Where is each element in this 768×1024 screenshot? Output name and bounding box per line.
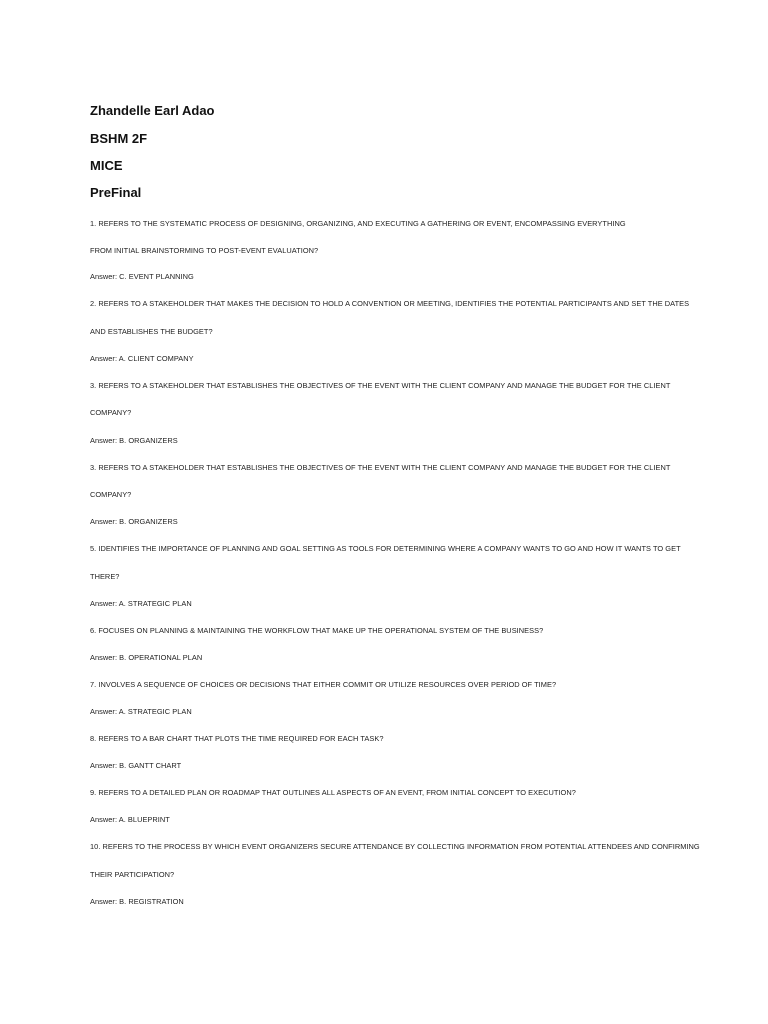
question-4-line-2: COMPANY? [90, 490, 132, 499]
question-10-line-1: 10. REFERS TO THE PROCESS BY WHICH EVENT ORGANIZERS SECURE ATTENDANCE BY COLLECTING INFORMATION FROM POTENTIAL ATTENDEES AND CONFIRMING [90, 842, 700, 851]
answer-2: Answer: A. CLIENT COMPANY [90, 354, 194, 363]
question-1-line-1: 1. REFERS TO THE SYSTEMATIC PROCESS OF DESIGNING, ORGANIZING, AND EXECUTING A GATHERING OR EVENT, ENCOMPASSING EVERYTHING [90, 219, 626, 228]
question-4-line-1: 3. REFERS TO A STAKEHOLDER THAT ESTABLISHES THE OBJECTIVES OF THE EVENT WITH THE CLIENT COMPANY AND MANAGE THE BUDGET FOR THE CLIENT [90, 463, 671, 472]
question-3-line-2: COMPANY? [90, 408, 132, 417]
student-section: BSHM 2F [90, 131, 148, 146]
answer-1: Answer: C. EVENT PLANNING [90, 272, 194, 281]
question-10-line-2: THEIR PARTICIPATION? [90, 870, 175, 879]
answer-6: Answer: B. OPERATIONAL PLAN [90, 653, 203, 662]
question-2-line-2: AND ESTABLISHES THE BUDGET? [90, 327, 213, 336]
question-2-line-1: 2. REFERS TO A STAKEHOLDER THAT MAKES THE DECISION TO HOLD A CONVENTION OR MEETING, IDENTIFIES THE POTENTIAL PARTICIPANTS AND SET THE DATES [90, 299, 690, 308]
answer-3: Answer: B. ORGANIZERS [90, 436, 178, 445]
answer-9: Answer: A. BLUEPRINT [90, 815, 170, 824]
question-5-line-1: 5. IDENTIFIES THE IMPORTANCE OF PLANNING AND GOAL SETTING AS TOOLS FOR DETERMINING WHERE A COMPANY WANTS TO GO AND HOW IT WANTS TO GET [90, 544, 681, 553]
question-6-line-1: 6. FOCUSES ON PLANNING & MAINTAINING THE WORKFLOW THAT MAKE UP THE OPERATIONAL SYSTEM OF THE BUSINESS? [90, 626, 544, 635]
answer-8: Answer: B. GANTT CHART [90, 761, 182, 770]
answer-4: Answer: B. ORGANIZERS [90, 517, 178, 526]
exam-title: PreFinal [90, 185, 142, 200]
question-3-line-1: 3. REFERS TO A STAKEHOLDER THAT ESTABLISHES THE OBJECTIVES OF THE EVENT WITH THE CLIENT COMPANY AND MANAGE THE BUDGET FOR THE CLIENT [90, 381, 671, 390]
student-name: Zhandelle Earl Adao [90, 103, 215, 118]
question-1-line-2: FROM INITIAL BRAINSTORMING TO POST-EVENT EVALUATION? [90, 246, 319, 255]
answer-5: Answer: A. STRATEGIC PLAN [90, 599, 192, 608]
question-5-line-2: THERE? [90, 572, 120, 581]
question-9-line-1: 9. REFERS TO A DETAILED PLAN OR ROADMAP THAT OUTLINES ALL ASPECTS OF AN EVENT, FROM INITIAL CONCEPT TO EXECUTION? [90, 788, 576, 797]
question-7-line-1: 7. INVOLVES A SEQUENCE OF CHOICES OR DECISIONS THAT EITHER COMMIT OR UTILIZE RESOURCES OVER PERIOD OF TIME? [90, 680, 557, 689]
answer-10: Answer: B. REGISTRATION [90, 897, 184, 906]
answer-7: Answer: A. STRATEGIC PLAN [90, 707, 192, 716]
question-8-line-1: 8. REFERS TO A BAR CHART THAT PLOTS THE TIME REQUIRED FOR EACH TASK? [90, 734, 384, 743]
subject-title: MICE [90, 158, 123, 173]
